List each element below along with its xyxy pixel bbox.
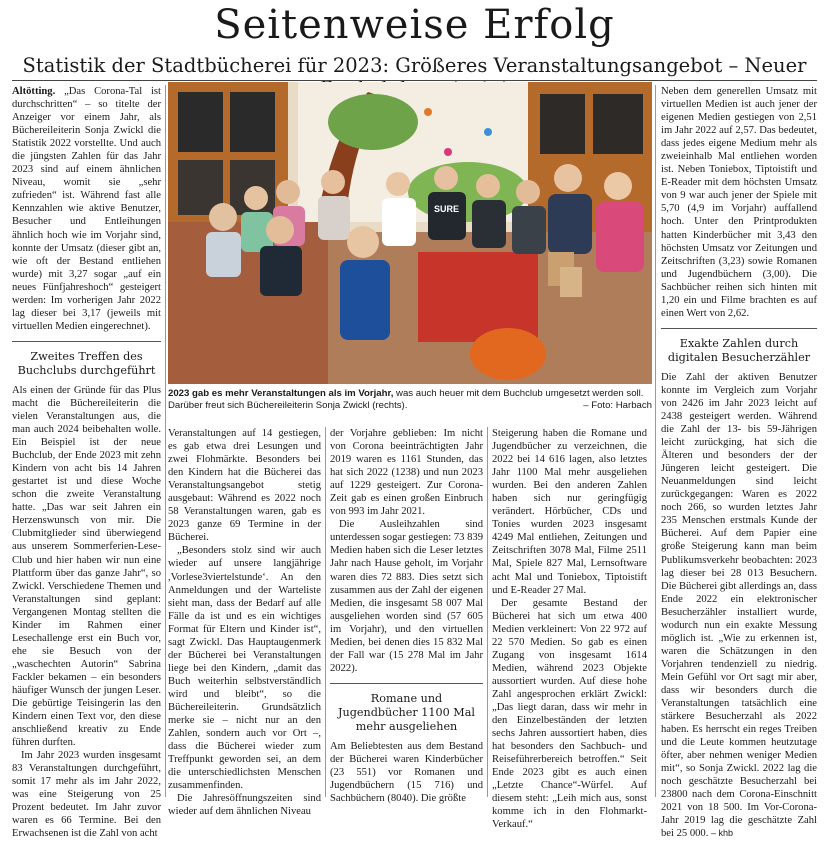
subheading-romane: Romane und Jugendbücher 1100 Mal mehr ausgeliehen — [330, 683, 483, 734]
column-divider — [655, 85, 656, 797]
column-5 — [661, 85, 817, 841]
caption-text: was auch heuer mit dem Buchclub umgesetzt werden soll. Darüber freut sich Büchereileiterin Sonja Zwickl (rechts). — [168, 388, 644, 411]
column-2 — [168, 427, 321, 818]
paragraph: Am Beliebtesten aus dem Bestand der Bücherei waren Kinderbücher (23 551) vor Romanen und Jugendbüchern (15 716) und Sachbüchern (8040). Die größte — [330, 740, 483, 805]
column-divider — [325, 427, 326, 797]
paragraph — [661, 371, 817, 841]
shirt-text: SURE — [434, 204, 460, 214]
column-divider — [165, 85, 166, 797]
subheadline: Statistik der Stadtbücherei für 2023: Größeres Veranstaltungsangebot – Neuer — [22, 54, 807, 77]
intro-text: „Das Corona-Tal ist durchschritten“ – so titelte der Anzeiger vor einem Jahr, als Büchereileiterin Sonja Zwickl die Statistik 2022 vorstellte. Und auch die jüngsten Zahlen für das Jahr 2023 sind auf einem ähnlichen Niveau, womit sie „sehr zufrieden“ ist. Während fast alle Kennzahlen wie aktive Benutzer, Besucher und Entleihungen ähnlich hoch wie im Vorjahr sind, konnte der Umsatz (dieser gibt an, wie oft der Bestand entliehen wurde) mit 3,27 sogar „auf ein neues Fünfjahreshoch“ gesteigert werden: Im vorherigen Jahr 2022 lag dieser bei 3,17 (jeweils mit virtuellen Medien eingerechnet). — [12, 86, 161, 332]
dateline: Altötting. — [12, 86, 56, 97]
column-divider — [487, 427, 488, 797]
photo-illustration — [168, 82, 652, 384]
paragraph: Als einen der Gründe für das Plus macht die Büchereileiterin die vielen Veranstaltungen aus, die man auch 2024 beibehalten wolle. Ein Beispiel ist der neue Buchclub, der Ende 2023 mit zehn Kindern von acht bis 14 Jahren gestartet ist und diese Woche schon die zweite Veranstaltung hatte. „Das war seit Jahren ein Herzenswunsch von mir. Die Clubmitglieder sind überwiegend aus unserem Sommerferien-Lese-Club und hier haben wir nun eine Plattform über das ganze Jahr“, so Zwickl. Verschiedene Themen und Veranstaltungen sind geplant: Vergangenen Montag stellten die Kinder im Rahmen einer Lesechallenge erst ein Buch vor, ehe sie Besuch von der „waschechten Autorin“ Sabrina Fackler bekamen – ein besonders häufiger Wunsch der jungen Leser. Die gebürtige Teisingerin las den Kindern einen Text vor, den diese anschließend kreativ zu Ende führen durften. — [12, 384, 161, 749]
paragraph: Veranstaltungen auf 14 gestiegen, es gab etwa drei Lesungen und zwei Flohmärkte. Besonders bei den Kindern hat die Bücherei das Veranstaltungsangebot stetig ausgebaut: Während es 2022 noch 58 Veranstaltungen waren, gab es 2023 ganze 69 Termine in der Bücherei. — [168, 428, 321, 544]
column-3 — [330, 427, 483, 805]
author-signature: – khb — [711, 828, 734, 839]
subheading-buchclub: Zweites Treffen des Buchclubs durchgeführt — [12, 341, 161, 378]
paragraph: der Vorjahre geblieben: Im nicht von Corona beeinträchtigten Jahr 2019 waren es 1161 Stunden, das hat sich 2022 (1238) und nun 2023 auf 1229 gesteigert. Zur Corona-Zeit gab es einen großen Einbruch von 993 im Jahr 2021. — [330, 428, 483, 518]
paragraph: „Besonders stolz sind wir auch wieder auf unsere langjährige ,Vorlese3viertelstunde‘. An den Anmeldungen und der Warteliste sieht man, dass der Bedarf auf alle Fälle da ist und es ein wichtiges Format für Eltern und Kinder ist“, sagt Zwickl. Das Hauptaugenmerk der Bücherei bei Veranstaltungen liege bei den Kindern, „damit das Buch weiterhin selbstverständlich wird und bleibt“, so die Büchereileiterin. Grundsätzlich merke sie – nicht nur an den Zahlen, sondern auch vor Ort –, dass die Bücherei wieder zum Treffpunkt geworden sei, an dem die unterschiedlichsten Menschen zusammenfinden. — [168, 545, 321, 792]
photo-credit: – Foto: Harbach — [583, 400, 652, 411]
paragraph: Die Ausleihzahlen sind unterdessen sogar gestiegen: 73 839 Medien haben sich die Leser letztes Jahr nach Hause geholt, im Vorjahr waren dies 72 883. Dies setzt sich zusammen aus der Zahl der eigenen Medien, die insgesamt 58 007 Mal ausgeliehen worden sind (57 605 im Vorjahr), und den virtuellen Medien, bei denen dies 15 832 Mal der Fall war (15 278 Mal im Jahr 2022). — [330, 519, 483, 674]
headline: Seitenweise Erfolg — [214, 2, 615, 48]
paragraph: Steigerung haben die Romane und Jugendbücher zu verzeichnen, die 2022 bei 14 616 lagen, also letztes Jahr 1100 Mal mehr ausgeliehen wurden. Bei den anderen Zahlen haben sich nur geringfügig verändert. Hörbücher, CDs und Tonies wurden 2023 insgesamt 4249 Mal entliehen, Zeitungen und Zeitschriften 3078 Mal, Filme 2511 Mal, Spiele 827 Mal, Lernsoftware acht Mal und Toniebox, Tiptoistift und E-Reader 27 Mal. — [492, 428, 647, 596]
caption-bold: 2023 gab es mehr Veranstaltungen als im Vorjahr, — [168, 388, 394, 399]
paragraph: Im Jahr 2023 wurden insgesamt 83 Veranstaltungen durchgeführt, somit 17 mehr als im Jahr 2022, was eine Steigerung von 25 Prozent bedeutet. Im Jahr zuvor waren es 66 Termine. Bei den Erwachsenen ist die Zahl von acht — [12, 750, 161, 840]
column-4 — [492, 427, 647, 831]
photo-caption — [168, 388, 652, 412]
paragraph: Der gesamte Bestand der Bücherei hat sich um etwa 400 Medien verkleinert: Von 22 972 auf 22 570 Medien. So gab es einen Zugang von insgesamt 1614 Medien, während 2023 Objekte aussortiert wurden. Auf diese hohe Zahl angesprochen erklärt Zwickl: „Das liegt daran, dass wir mehr in den Einzelbeständen der letzten sechs Jahren aussortiert haben, dies hat besonders den Sachbuch- und Reiseführerbereich betroffen.“ Seit Ende 2023 gibt es auch einen „Letzte Chance“-Würfel. Auf diesem steht: „Leih mich aus, sonst komme ich in den Flohmarkt-Verkauf.“ — [492, 597, 647, 831]
paragraph: Neben dem generellen Umsatz mit virtuellen Medien ist auch jener der eigenen Medien gestiegen von 2,51 im Jahr 2022 auf 2,57. Das bedeutet, dass jedes eigene Medium mehr als zweieinhalb Mal entliehen worden ist. Neben Toniebox, Tiptoistift und E-Reader mit dem höchsten Umsatz von 9 war auch jener der Spiele mit 5,70 (4,9 im Vorjahr) auffallend hoch. Unter den Printprodukten hatten Kinderbücher mit 3,43 den höchsten Umsatz vor Zeitungen und Zeitschriften (3,23) sowie Romanen und Jugendbüchern (3,00). Die Sachbücher reihen sich hinten mit 1,20 ein und Filme brachten es auf einen Wert von 2,62. — [661, 86, 817, 319]
paragraph: Die Jahresöffnungszeiten sind wieder auf dem ähnlichen Niveau — [168, 793, 321, 818]
top-rule — [12, 80, 817, 81]
paragraph-text: Die Zahl der aktiven Benutzer konnte im Vergleich zum Vorjahr von 2426 im Jahr 2023 leicht auf 2438 gesteigert werden. Während die Zahl der 13- bis 59-Jährigen leicht zurückging, hat sich die Älteren und besonders der der Jüngeren leicht gesteigert. Die Neuanmeldungen sind leicht zurückgegangen: Waren es 2022 noch 266, so wurden letztes Jahr 235 Menschen erstmals Kunde der Bücherei. Auf dem Papier eine große Steigerung kann man beim Publikumsverkehr beobachten: 2023 lag dieser bei 28 013 Besuchern. Die Bücherei gibt allerdings an, dass Ende 2022 ein elektronischer Besucherzähler installiert wurde, wodurch nun ein exakte Messung möglich ist. „Wie zu erkennen ist, waren die Schätzungen in den Vorjahren tendenziell zu niedrig. Mein Gefühl vor Ort sagt mir aber, dass wir besonders durch die Veranstaltungen tatsächlich eine stärkere Besucherzahl als 2022 haben. Es herrscht ein reges Treiben und die Leute kommen heutzutage öfter, aber nehmen weniger Medien mit“, so Sonja Zwickl. 2022 lag die noch geschätzte Besucherzahl bei 23800 nach dem Corona-Einschnitt 2021 von 18 500. Im Vor-Corona-Jahr 2019 lag die geschätzte Zahl bei 25 000. — [661, 371, 817, 840]
article-photo — [168, 82, 652, 384]
subheading-besucherzaehler: Exakte Zahlen durch digitalen Besucherzähler — [661, 328, 817, 365]
column-1 — [12, 85, 161, 841]
